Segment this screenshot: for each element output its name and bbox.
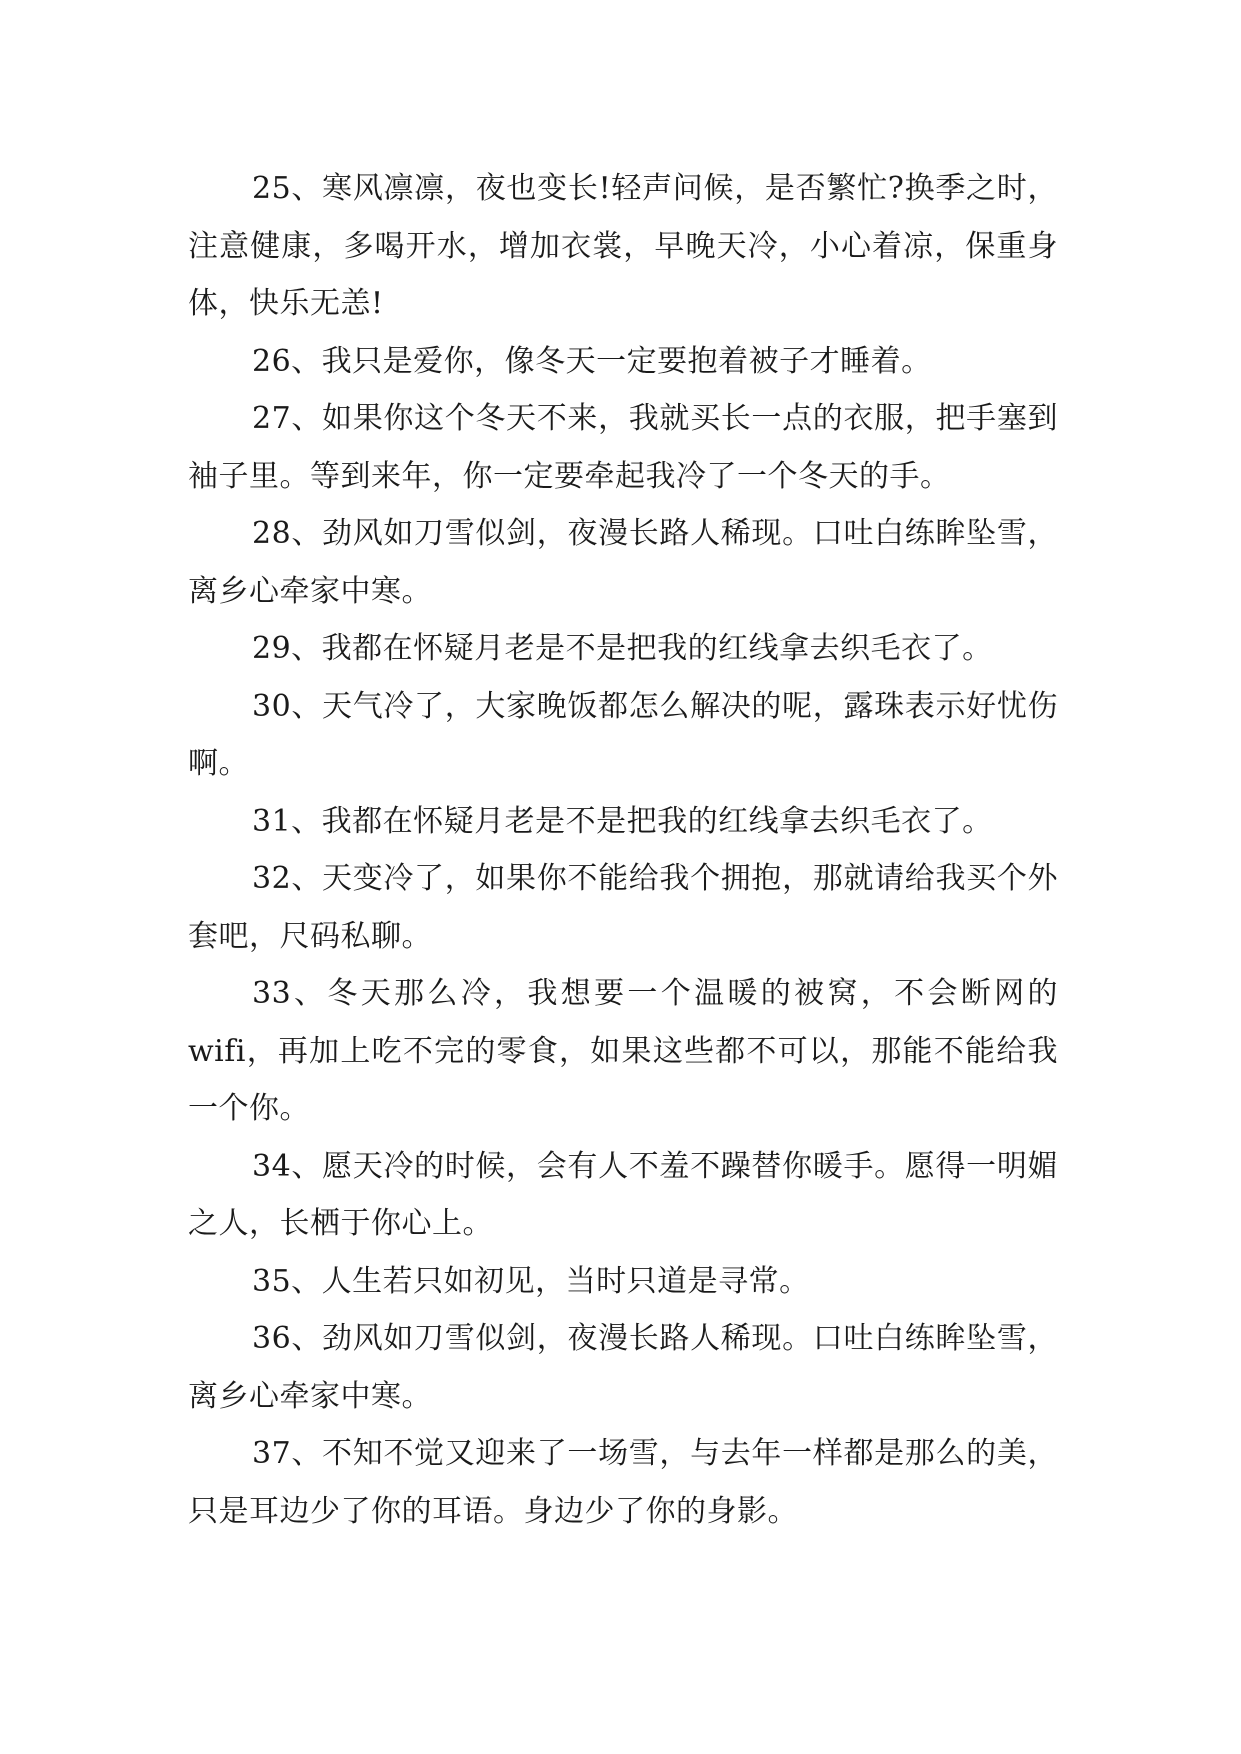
paragraph-26: 26、我只是爱你，像冬天一定要抱着被子才睡着。 (252, 343, 932, 379)
paragraph-27: 27、如果你这个冬天不来，我就买长一点的衣服，把手塞到袖子里。等到来年，你一定要牵起我冷了一个冬天的手。 (188, 401, 1058, 494)
paragraph-32: 32、天变冷了，如果你不能给我个拥抱，那就请给我买个外套吧，尺码私聊。 (188, 861, 1058, 954)
paragraph-36: 36、劲风如刀雪似剑，夜漫长路人稀现。口吐白练眸坠雪，离乡心牵家中寒。 (188, 1321, 1058, 1414)
paragraph-30: 30、天气冷了，大家晚饭都怎么解决的呢，露珠表示好忧伤啊。 (188, 688, 1058, 781)
paragraph-28: 28、劲风如刀雪似剑，夜漫长路人稀现。口吐白练眸坠雪，离乡心牵家中寒。 (188, 516, 1058, 609)
paragraph-31: 31、我都在怀疑月老是不是把我的红线拿去织毛衣了。 (252, 803, 993, 839)
paragraph-33: 33、冬天那么冷，我想要一个温暖的被窝，不会断网的wifi，再加上吃不完的零食，如果这些都不可以，那能不能给我一个你。 (188, 976, 1058, 1126)
paragraph-34: 34、愿天冷的时候，会有人不羞不躁替你暖手。愿得一明媚之人，长栖于你心上。 (188, 1148, 1058, 1241)
paragraph-35: 35、人生若只如初见，当时只道是寻常。 (252, 1263, 810, 1299)
document-body (188, 160, 1058, 1540)
paragraph-29: 29、我都在怀疑月老是不是把我的红线拿去织毛衣了。 (252, 631, 993, 666)
paragraph-37: 37、不知不觉又迎来了一场雪，与去年一样都是那么的美，只是耳边少了你的耳语。身边少了你的身影。 (188, 1436, 1058, 1529)
paragraph-25: 25、寒风凛凛，夜也变长!轻声问候，是否繁忙?换季之时，注意健康，多喝开水，增加衣裳，早晚天冷，小心着凉，保重身体，快乐无恙! (188, 171, 1058, 321)
